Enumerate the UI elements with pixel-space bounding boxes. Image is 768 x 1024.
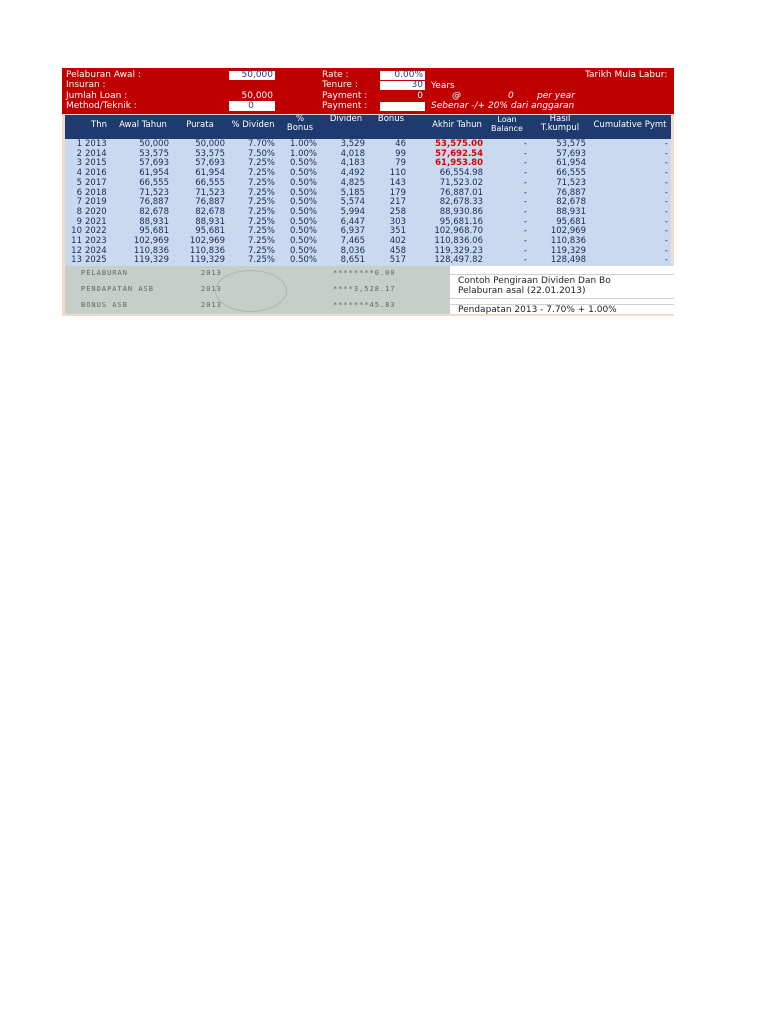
at-sign: @: [452, 91, 461, 101]
cell-loan: -: [523, 216, 527, 227]
rate-label: Rate :: [322, 70, 349, 80]
cell-no: 7: [76, 197, 82, 208]
at-value: 0: [508, 91, 514, 101]
cell-bonus: 110: [389, 168, 406, 179]
cell-bonus: 99: [395, 148, 406, 159]
cell-bon-pct: 0.50%: [289, 255, 317, 266]
cell-div-pct: 7.25%: [247, 245, 275, 256]
cell-bonus: 143: [389, 177, 406, 188]
cell-thn: 2020: [85, 206, 107, 217]
cell-loan: -: [523, 236, 527, 246]
cell-awal: 66,555: [139, 177, 169, 188]
cell-no: 8: [76, 206, 82, 217]
sebenar-note: Sebenar -/+ 20% dari anggaran: [431, 101, 575, 111]
cell-thn: 2023: [85, 236, 107, 246]
cell-purata: 76,887: [195, 197, 225, 208]
cell-loan: -: [523, 139, 527, 149]
col-dividen: Dividen: [329, 114, 363, 124]
cell-div-pct: 7.25%: [247, 216, 275, 227]
cell-bon-pct: 1.00%: [289, 148, 317, 159]
payment-label: Payment :: [322, 91, 368, 101]
cell-thn: 2022: [85, 226, 107, 237]
cell-cum: -: [664, 187, 668, 198]
cell-div-pct: 7.25%: [247, 187, 275, 198]
cell-hasil: 110,836: [550, 236, 586, 246]
cell-awal: 102,969: [133, 236, 169, 246]
cell-loan: -: [523, 245, 527, 256]
col-akhir-tahun: Akhir Tahun: [432, 120, 482, 130]
cell-hasil: 82,678: [556, 197, 586, 208]
cell-akhir: 66,554.98: [439, 168, 483, 179]
cell-awal: 82,678: [139, 206, 169, 217]
col-loan-balance: Loan Balance: [491, 115, 523, 133]
cell-dividen: 5,994: [340, 206, 365, 217]
cell-bon-pct: 0.50%: [289, 187, 317, 198]
payment-value: 0: [380, 92, 425, 101]
example-pendapatan: Pendapatan 2013 - 7.70% + 1.00%: [458, 305, 617, 314]
cell-loan: -: [523, 206, 527, 217]
cell-akhir: 95,681.16: [439, 216, 483, 227]
example-title: Contoh Pengiraan Dividen Dan Bo: [458, 276, 611, 286]
cell-div-pct: 7.25%: [247, 197, 275, 208]
cell-purata: 95,681: [195, 226, 225, 237]
cell-no: 2: [76, 148, 82, 159]
cell-dividen: 8,651: [340, 255, 365, 266]
cell-purata: 102,969: [189, 236, 225, 246]
cell-akhir: 57,692.54: [435, 148, 483, 159]
cell-dividen: 8,036: [340, 245, 365, 256]
cell-thn: 2025: [85, 255, 107, 266]
photo-label: BONUS ASB: [81, 301, 128, 309]
col-purata: Purata: [186, 120, 214, 130]
cell-thn: 2021: [85, 216, 107, 227]
cell-bonus: 217: [389, 197, 406, 208]
cell-loan: -: [523, 168, 527, 179]
pelaburan-label: Pelaburan Awal :: [66, 70, 141, 80]
cell-akhir: 76,887.01: [439, 187, 483, 198]
cell-akhir: 110,836.06: [434, 236, 483, 246]
cell-awal: 61,954: [139, 168, 169, 179]
cell-no: 11: [71, 236, 82, 246]
cell-cum: -: [664, 255, 668, 266]
cell-awal: 110,836: [133, 245, 169, 256]
cell-purata: 88,931: [195, 216, 225, 227]
cell-no: 6: [76, 187, 82, 198]
cell-dividen: 4,825: [340, 177, 365, 188]
cell-cum: -: [664, 139, 668, 149]
cell-thn: 2015: [85, 158, 107, 169]
cell-div-pct: 7.25%: [247, 168, 275, 179]
cell-bon-pct: 0.50%: [289, 177, 317, 188]
col-cumulative: Cumulative Pymt: [593, 120, 667, 130]
cell-thn: 2019: [85, 197, 107, 208]
cell-hasil: 61,954: [556, 158, 586, 169]
cell-purata: 66,555: [195, 177, 225, 188]
cell-cum: -: [664, 216, 668, 227]
cell-bon-pct: 0.50%: [289, 216, 317, 227]
cell-no: 5: [76, 177, 82, 188]
tarikh-label: Tarikh Mula Labur:: [585, 70, 668, 80]
cell-akhir: 71,523.02: [439, 177, 483, 188]
cell-loan: -: [523, 197, 527, 208]
cell-no: 10: [71, 226, 82, 237]
cell-no: 12: [71, 245, 82, 256]
method-label: Method/Teknik :: [66, 101, 137, 111]
cell-cum: -: [664, 158, 668, 169]
cell-hasil: 76,887: [556, 187, 586, 198]
cell-no: 13: [71, 255, 82, 266]
cell-no: 3: [76, 158, 82, 169]
cell-akhir: 61,953.80: [435, 158, 483, 169]
cell-awal: 76,887: [139, 197, 169, 208]
cell-dividen: 6,937: [340, 226, 365, 237]
rate-input[interactable]: 0.00%: [380, 71, 425, 80]
cell-cum: -: [664, 148, 668, 159]
cell-cum: -: [664, 206, 668, 217]
cell-loan: -: [523, 177, 527, 188]
input-header: [62, 68, 674, 114]
cell-bon-pct: 0.50%: [289, 245, 317, 256]
cell-loan: -: [523, 187, 527, 198]
cell-bon-pct: 0.50%: [289, 206, 317, 217]
col-awal-tahun: Awal Tahun: [119, 120, 167, 130]
cell-hasil: 66,555: [556, 168, 586, 179]
cell-awal: 119,329: [133, 255, 169, 266]
method-input[interactable]: 0: [229, 102, 275, 111]
cell-akhir: 82,678.33: [439, 197, 483, 208]
cell-div-pct: 7.25%: [247, 226, 275, 237]
cell-cum: -: [664, 226, 668, 237]
cell-div-pct: 7.25%: [247, 206, 275, 217]
cell-hasil: 71,523: [556, 177, 586, 188]
cell-bonus: 402: [389, 236, 406, 246]
cell-hasil: 57,693: [556, 148, 586, 159]
column-header-row: [65, 115, 671, 139]
cell-div-pct: 7.25%: [247, 255, 275, 266]
cell-bonus: 179: [389, 187, 406, 198]
cell-bon-pct: 0.50%: [289, 168, 317, 179]
jumlah-loan-value: 50,000: [229, 92, 275, 101]
data-table: [65, 139, 671, 266]
cell-bonus: 46: [395, 139, 406, 149]
cell-no: 4: [76, 168, 82, 179]
cell-dividen: 4,492: [340, 168, 365, 179]
cell-awal: 95,681: [139, 226, 169, 237]
cell-dividen: 5,574: [340, 197, 365, 208]
cell-awal: 71,523: [139, 187, 169, 198]
col-bonus: Bonus: [377, 114, 405, 124]
cell-akhir: 128,497.82: [434, 255, 483, 266]
cell-purata: 53,575: [195, 148, 225, 159]
cell-bon-pct: 0.50%: [289, 158, 317, 169]
cell-akhir: 88,930.86: [439, 206, 483, 217]
cell-cum: -: [664, 177, 668, 188]
cell-purata: 82,678: [195, 206, 225, 217]
stamp-icon: [215, 270, 287, 312]
cell-div-pct: 7.25%: [247, 177, 275, 188]
photo-year: 2013: [201, 301, 222, 309]
col-dividen-pct: % Dividen: [231, 120, 275, 130]
cell-loan: -: [523, 226, 527, 237]
cell-dividen: 7,465: [340, 236, 365, 246]
cell-cum: -: [664, 168, 668, 179]
cell-dividen: 6,447: [340, 216, 365, 227]
photo-label: PENDAPATAN ASB: [81, 285, 155, 293]
cell-akhir: 119,329.23: [434, 245, 483, 256]
cell-hasil: 119,329: [550, 245, 586, 256]
cell-thn: 2014: [85, 148, 107, 159]
cell-div-pct: 7.50%: [247, 148, 275, 159]
photo-label: PELABURAN: [81, 269, 128, 277]
cell-bon-pct: 0.50%: [289, 197, 317, 208]
cell-dividen: 4,018: [340, 148, 365, 159]
cell-loan: -: [523, 255, 527, 266]
per-year-label: per year: [537, 91, 575, 101]
photo-value: ********0.00: [333, 269, 396, 277]
cell-awal: 53,575: [139, 148, 169, 159]
passbook-photo: [65, 266, 450, 314]
cell-loan: -: [523, 148, 527, 159]
cell-thn: 2018: [85, 187, 107, 198]
cell-bon-pct: 1.00%: [289, 139, 317, 149]
cell-bonus: 303: [389, 216, 406, 227]
cell-cum: -: [664, 236, 668, 246]
cell-bonus: 517: [389, 255, 406, 266]
example-pelaburan: Pelaburan asal (22.01.2013): [458, 286, 586, 296]
cell-thn: 2024: [85, 245, 107, 256]
cell-hasil: 102,969: [550, 226, 586, 237]
cell-awal: 50,000: [139, 139, 169, 149]
cell-akhir: 53,575.00: [435, 139, 483, 149]
cell-bon-pct: 0.50%: [289, 226, 317, 237]
pelaburan-input[interactable]: 50,000: [229, 71, 275, 80]
photo-value: ****3,528.17: [333, 285, 396, 293]
cell-div-pct: 7.25%: [247, 158, 275, 169]
cell-purata: 50,000: [195, 139, 225, 149]
cell-bonus: 79: [395, 158, 406, 169]
cell-bonus: 258: [389, 206, 406, 217]
jumlah-loan-label: Jumlah Loan :: [66, 91, 128, 101]
cell-bonus: 458: [389, 245, 406, 256]
cell-dividen: 4,183: [340, 158, 365, 169]
col-bonus-pct: % Bonus: [286, 114, 314, 133]
cell-purata: 61,954: [195, 168, 225, 179]
photo-year: 2013: [201, 269, 222, 277]
years-label: Years: [431, 81, 455, 91]
insuran-label: Insuran :: [66, 80, 106, 90]
cell-purata: 119,329: [189, 255, 225, 266]
example-panel: [450, 266, 674, 314]
cell-cum: -: [664, 197, 668, 208]
payment-label-2: Payment :: [322, 101, 368, 111]
cell-loan: -: [523, 158, 527, 169]
cell-bon-pct: 0.50%: [289, 236, 317, 246]
col-hasil: Hasil T.kumpul: [540, 114, 580, 133]
cell-hasil: 53,575: [556, 139, 586, 149]
cell-div-pct: 7.70%: [247, 139, 275, 149]
tenure-label: Tenure :: [322, 80, 358, 90]
cell-div-pct: 7.25%: [247, 236, 275, 246]
col-thn: Thn: [91, 120, 107, 130]
cell-thn: 2017: [85, 177, 107, 188]
cell-cum: -: [664, 245, 668, 256]
photo-year: 2013: [201, 285, 222, 293]
cell-awal: 88,931: [139, 216, 169, 227]
photo-value: *******45.83: [333, 301, 396, 309]
cell-akhir: 102,968.70: [434, 226, 483, 237]
cell-purata: 71,523: [195, 187, 225, 198]
tenure-input[interactable]: 30: [380, 81, 425, 90]
cell-hasil: 95,681: [556, 216, 586, 227]
cell-hasil: 88,931: [556, 206, 586, 217]
cell-purata: 57,693: [195, 158, 225, 169]
payment-input-2[interactable]: [380, 102, 425, 111]
spreadsheet: [62, 68, 674, 316]
cell-thn: 2013: [85, 139, 107, 149]
cell-dividen: 5,185: [340, 187, 365, 198]
cell-awal: 57,693: [139, 158, 169, 169]
cell-no: 1: [76, 139, 82, 149]
cell-no: 9: [76, 216, 82, 227]
cell-thn: 2016: [85, 168, 107, 179]
cell-hasil: 128,498: [550, 255, 586, 266]
cell-bonus: 351: [389, 226, 406, 237]
cell-purata: 110,836: [189, 245, 225, 256]
cell-dividen: 3,529: [340, 139, 365, 149]
table-row: [65, 256, 671, 266]
